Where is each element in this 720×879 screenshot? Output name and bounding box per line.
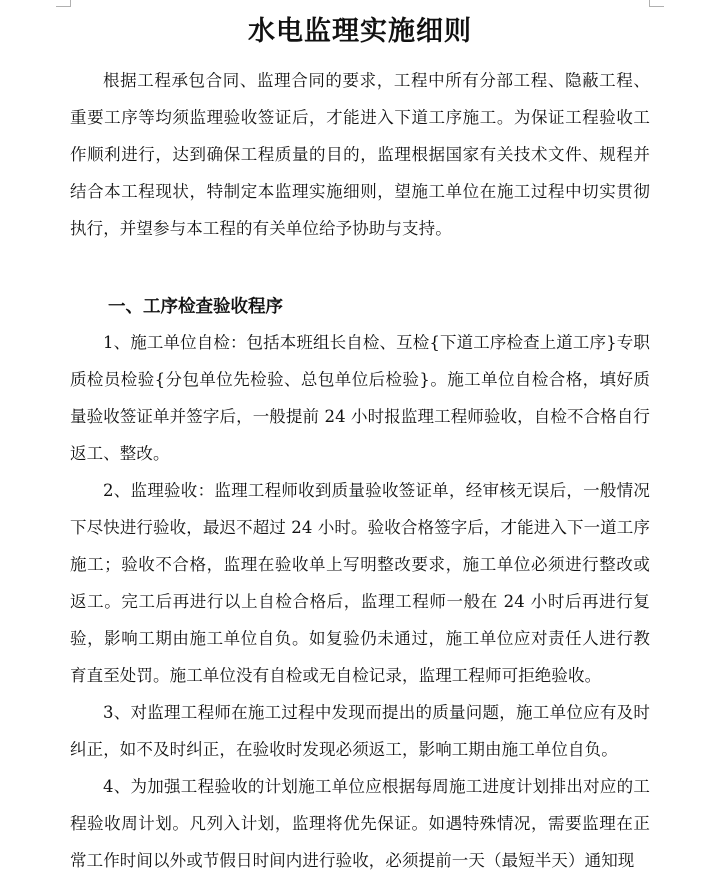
procedure-item-2: 2、监理验收：监理工程师收到质量验收签证单，经审核无误后，一般情况下尽快进行验收，最迟不超过 24 小时。验收合格签字后，才能进入下一道工序施工；验收不合格，监理在验收单上写明整改要求，施工单位必须进行整改或返工。完工后再进行以上自检合格后，监理工程师一般在 24 小时后再进行复验，影响工期由施工单位自负。如复验仍未通过，施工单位应对责任人进行教育直至处罚。施工单位没有自检或无自检记录，监理工程师可拒绝验收。 [70,481,650,685]
document-title: 水电监理实施细则 [248,16,472,47]
document-page [70,0,650,879]
section-heading: 一、工序检查验收程序 [108,297,283,317]
procedure-item-3: 3、对监理工程师在施工过程中发现而提出的质量问题，施工单位应有及时纠正，如不及时纠正，在验收时发现必须返工，影响工期由施工单位自负。 [70,703,650,759]
page-corner-mark-left [56,0,71,7]
procedure-item-4: 4、为加强工程验收的计划施工单位应根据每周施工进度计划排出对应的工程验收周计划。凡列入计划，监理将优先保证。如遇特殊情况，需要监理在正常工作时间以外或节假日时间内进行验收，必须提前一天（最短半天）通知现 [70,777,650,870]
intro-paragraph: 根据工程承包合同、监理合同的要求，工程中所有分部工程、隐蔽工程、重要工序等均须监理验收签证后，才能进入下道工序施工。为保证工程验收工作顺利进行，达到确保工程质量的目的，监理根据国家有关技术文件、规程并结合本工程现状，特制定本监理实施细则，望施工单位在施工过程中切实贯彻执行，并望参与本工程的有关单位给予协助与支持。 [70,71,650,238]
page-corner-mark-right [649,0,664,7]
procedure-item-1: 1、施工单位自检：包括本班组长自检、互检{下道工序检查上道工序}专职质检员检验{分包单位先检验、总包单位后检验}。施工单位自检合格，填好质量验收签证单并签字后，一般提前 24 小时报监理工程师验收，自检不合格自行返工、整改。 [70,333,650,463]
